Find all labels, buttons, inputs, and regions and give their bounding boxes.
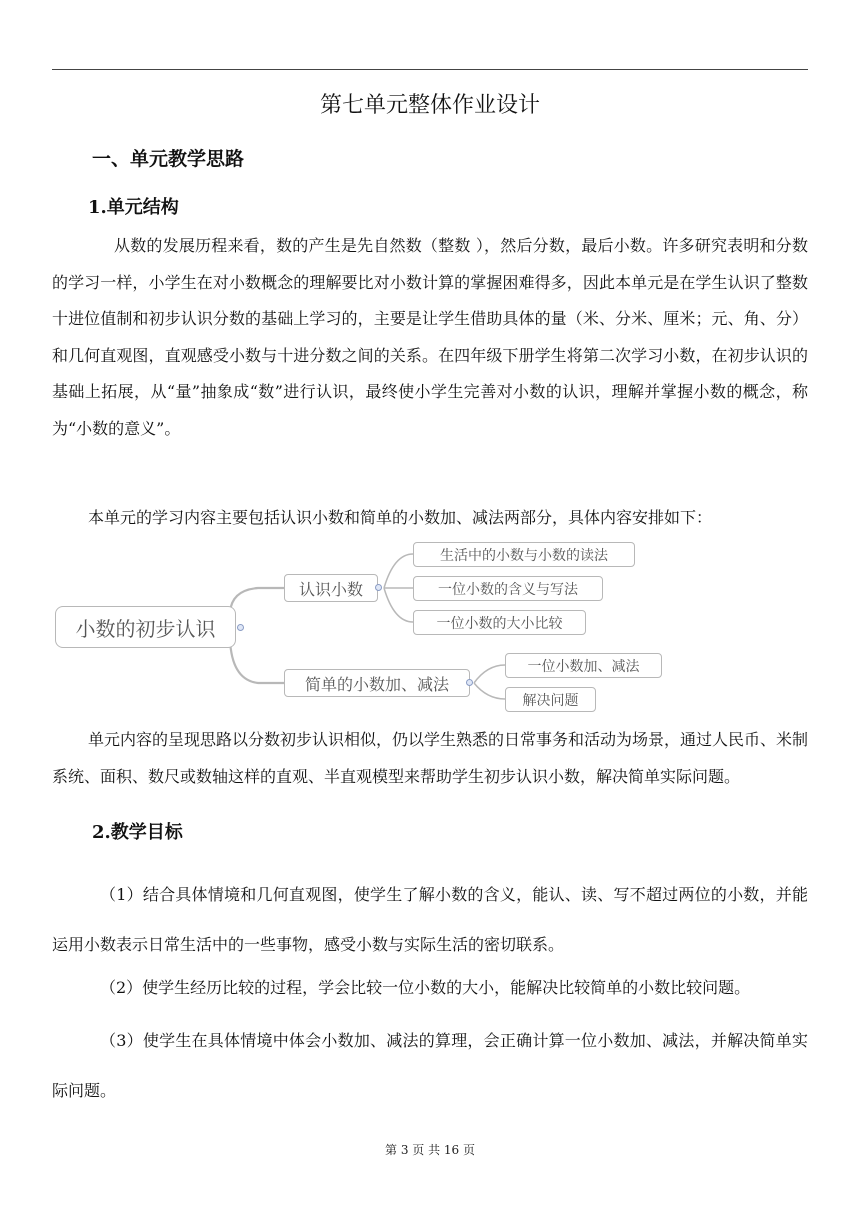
mind-map-root-label: 小数的初步认识: [75, 616, 216, 641]
presentation-paragraph: 单元内容的呈现思路以分数初步认识相似，仍以学生熟悉的日常事务和活动为场景，通过人民币、米制系统、面积、数尺或数轴这样的直观、半直观模型来帮助学生初步认识小数，解决简单实际问题。: [52, 730, 809, 786]
mind-map-leaf-2: [413, 576, 603, 601]
mind-map-leaf-5: [505, 687, 596, 712]
mind-map-root-node: [55, 606, 236, 648]
mind-map-leaf-3: [413, 610, 586, 635]
collapse-icon: [466, 679, 473, 686]
collapse-icon: [237, 624, 244, 631]
branch-recognize-label: 认识小数: [298, 579, 363, 599]
mind-map-leaf-1: [413, 542, 635, 567]
leaf-4-label: 一位小数加、减法: [527, 658, 640, 675]
subheading-teaching-goals: 2.教学目标: [92, 822, 183, 843]
collapse-icon: [375, 584, 382, 591]
goal-3: （3）使学生在具体情境中体会小数加、减法的算理，会正确计算一位小数加、减法，并解决简单实际问题。: [52, 1031, 808, 1100]
branch-add-subtract-label: 简单的小数加、减法: [304, 674, 449, 694]
leaf-3-label: 一位小数的大小比较: [436, 615, 563, 632]
mind-map-branch-recognize: [284, 574, 378, 602]
subheading-unit-structure: 1.单元结构: [88, 197, 179, 218]
mind-map-branch-add-subtract: [284, 669, 470, 697]
leaf-5-label: 解决问题: [522, 692, 579, 709]
content-intro-text: 本单元的学习内容主要包括认识小数和简单的小数加、减法两部分，具体内容安排如下：: [88, 508, 713, 527]
section-heading-teaching-approach: 一、单元教学思路: [92, 148, 245, 170]
page-number-footer: 第 3 页 共 16 页: [385, 1143, 475, 1157]
mind-map: [52, 540, 692, 715]
mind-map-leaf-4: [505, 653, 662, 678]
leaf-2-label: 一位小数的含义与写法: [438, 581, 578, 598]
goal-2: （2）使学生经历比较的过程，学会比较一位小数的大小，能解决比较简单的小数比较问题。: [100, 978, 751, 997]
page-title: 第七单元整体作业设计: [319, 93, 540, 118]
unit-structure-paragraph: 从数的发展历程来看，数的产生是先自然数（整数 ），然后分数，最后小数。许多研究表明和分数的学习一样，小学生在对小数概念的理解要比对小数计算的掌握困难得多，因此本单元是在学生认识了整数十进位值制和初步认识分数的基础上学习的，主要是让学生借助具体的量（米、分米、厘米；元、角、分）和几何直观图，直观感受小数与十进分数之间的关系。在四年级下册学生将第二次学习小数，在初步认识的基础上拓展，从“量”抽象成“数”进行认识，最终使小学生完善对小数的认识，理解并掌握小数的概念，称为“小数的意义”。: [52, 236, 808, 438]
goal-1: （1）结合具体情境和几何直观图，使学生了解小数的含义，能认、读、写不超过两位的小数，并能运用小数表示日常生活中的一些事物，感受小数与实际生活的密切联系。: [52, 885, 808, 954]
leaf-1-label: 生活中的小数与小数的读法: [440, 547, 608, 564]
header-rule: [52, 69, 808, 70]
